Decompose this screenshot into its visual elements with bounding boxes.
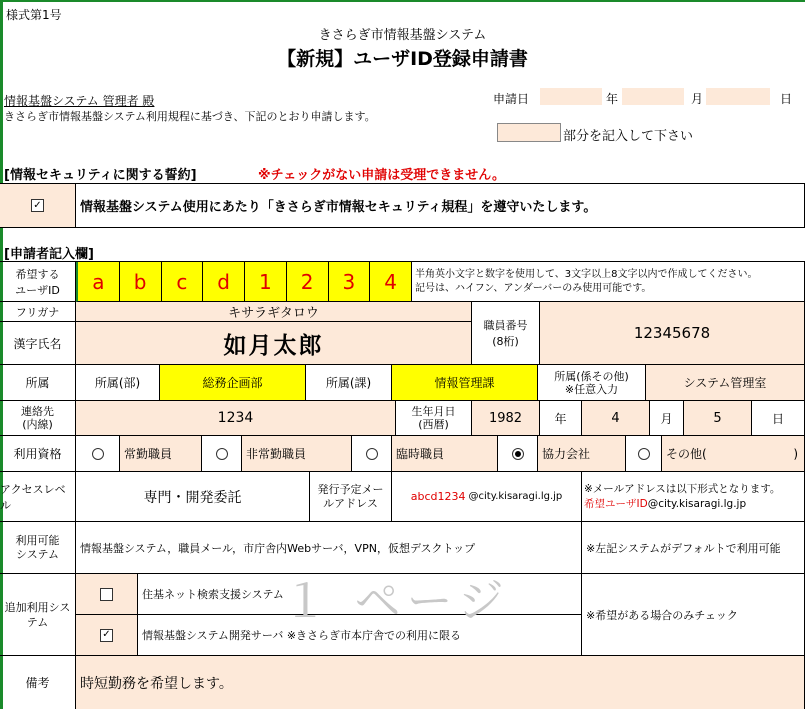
mail-note-line1: ※メールアドレスは以下形式となります。 [584, 482, 781, 495]
systems-note: ※左記システムがデフォルトで利用可能 [582, 522, 805, 574]
furigana-field[interactable]: キサラギタロウ [76, 302, 472, 322]
apply-date-label: 申請日 [493, 92, 530, 106]
additional-checkbox-devserver[interactable]: ✓ [100, 629, 113, 642]
security-pledge-text: 情報基盤システム使用にあたり「きさらぎ市情報セキュリティ規程」を遵守いたします。 [76, 184, 805, 228]
additional-label: 追加利用シス テム [0, 574, 76, 656]
remarks-field[interactable]: 時短勤務を希望します。 [76, 656, 805, 709]
system-name: きさらぎ市情報基盤システム [318, 28, 487, 43]
userid-char[interactable]: 1 [245, 262, 287, 302]
contact-field[interactable]: 1234 [76, 401, 396, 436]
remarks-label: 備考 [0, 656, 76, 709]
birth-day-field[interactable]: 5 [684, 401, 752, 436]
birth-day-unit: 日 [752, 401, 805, 436]
qualification-radio-temporary[interactable] [366, 448, 378, 460]
birth-year-unit: 年 [540, 401, 582, 436]
applicant-heading: [申請者記入欄] [4, 247, 94, 262]
legend-swatch [497, 123, 561, 142]
staff-no-label: 職員番号 (8桁) [472, 302, 540, 365]
userid-char[interactable]: 2 [287, 262, 329, 302]
qualification-option-label: 協力会社 [538, 436, 626, 472]
form-number: 様式第1号 [6, 8, 62, 22]
userid-char[interactable]: 3 [329, 262, 371, 302]
qualification-radio-cell [76, 436, 120, 472]
security-warning: ※チェックがない申請は受理できません。 [258, 168, 506, 183]
mail-label: 発行予定メー ルアドレス [310, 472, 392, 522]
year-label: 年 [606, 92, 619, 106]
apply-day-field[interactable] [706, 88, 770, 105]
qualification-option-label: 常勤職員 [120, 436, 202, 472]
birth-year-field[interactable]: 1982 [472, 401, 540, 436]
mail-user: abcd1234 [410, 490, 466, 503]
page-watermark: １ ページ [282, 574, 510, 628]
additional-check-cell [76, 615, 138, 656]
dept-label: 所属(部) [76, 365, 160, 401]
addressee: 情報基盤システム 管理者 殿 [4, 94, 155, 108]
section-label: 所属(課) [306, 365, 392, 401]
birth-month-field[interactable]: 4 [582, 401, 650, 436]
qualification-other-cell[interactable] [662, 436, 805, 472]
userid-char[interactable]: a [76, 262, 120, 302]
qualification-radio-parttime[interactable] [216, 448, 228, 460]
mail-note-userid: 希望ユーザID [584, 497, 648, 510]
qualification-radio-cell [202, 436, 242, 472]
mail-domain: @city.kisaragi.lg.jp [468, 491, 563, 502]
day-label: 日 [780, 92, 793, 106]
qualification-radio-cell [352, 436, 392, 472]
systems-value: 情報基盤システム，職員メール，市庁舎内Webサーバ，VPN，仮想デスクトップ [76, 522, 582, 574]
birth-label: 生年月日 (西暦) [396, 401, 472, 436]
userid-char[interactable]: d [203, 262, 245, 302]
security-check-cell [0, 184, 76, 228]
qualification-radio-regular[interactable] [92, 448, 104, 460]
qualification-radio-cell [626, 436, 662, 472]
birth-month-unit: 月 [650, 401, 684, 436]
intro-text: きさらぎ市情報基盤システム利用規程に基づき、下記のとおり申請します。 [4, 110, 376, 123]
contact-label: 連絡先 (内線) [0, 401, 76, 436]
legend-text: 部分を記入して下さい [563, 129, 694, 144]
userid-note [412, 262, 805, 302]
other-affiliation-field[interactable]: システム管理室 [646, 365, 805, 401]
userid-note-line2: 記号は、ハイフン、アンダーバーのみ使用可能です。 [415, 282, 652, 294]
access-level-field[interactable]: 専門・開発委託 [76, 472, 310, 522]
qualification-radio-cell [498, 436, 538, 472]
other-affiliation-label: 所属(係その他) ※任意入力 [538, 365, 646, 401]
apply-month-field[interactable] [622, 88, 684, 105]
userid-char[interactable]: c [162, 262, 204, 302]
additional-checkbox-juki[interactable] [100, 588, 113, 601]
additional-item-label: 住基ネット検索支援システム [138, 574, 582, 615]
kanji-name-field[interactable]: 如月太郎 [76, 322, 472, 365]
access-level-label: アクセスレベル [0, 472, 76, 522]
kanji-name-label: 漢字氏名 [0, 322, 76, 365]
additional-check-cell [76, 574, 138, 615]
sheet-frame-top [0, 0, 805, 2]
qualification-label: 利用資格 [0, 436, 76, 472]
apply-year-field[interactable] [540, 88, 602, 105]
mail-address-cell [392, 472, 582, 522]
systems-label: 利用可能 システム [0, 522, 76, 574]
userid-char[interactable]: b [120, 262, 162, 302]
userid-label: 希望する ユーザID [0, 262, 76, 302]
security-heading: [情報セキュリティに関する誓約] [4, 168, 197, 183]
qualification-radio-other[interactable] [638, 448, 650, 460]
mail-note-domain: @city.kisaragi.lg.jp [647, 497, 747, 510]
affiliation-label: 所属 [0, 365, 76, 401]
additional-item-label: 情報基盤システム開発サーバ ※きさらぎ市本庁舎での利用に限る [138, 615, 582, 656]
mail-note [582, 472, 805, 522]
qualification-option-label: その他( [666, 447, 707, 461]
userid-char[interactable]: 4 [370, 262, 412, 302]
userid-note-line1: 半角英小文字と数字を使用して、3文字以上8文字以内で作成してください。 [415, 268, 758, 280]
dept-field[interactable]: 総務企画部 [160, 365, 306, 401]
page-title: 【新規】ユーザID登録申請書 [277, 48, 528, 70]
additional-note: ※希望がある場合のみチェック [582, 574, 805, 656]
section-field[interactable]: 情報管理課 [392, 365, 538, 401]
close-paren: ) [793, 446, 798, 461]
month-label: 月 [691, 92, 704, 106]
qualification-radio-contractor[interactable] [512, 448, 524, 460]
qualification-option-label: 臨時職員 [392, 436, 498, 472]
qualification-option-label: 非常勤職員 [242, 436, 352, 472]
security-checkbox[interactable]: ✓ [31, 199, 44, 212]
furigana-label: フリガナ [0, 302, 76, 322]
userid-input-group [76, 262, 412, 302]
staff-no-field[interactable]: 12345678 [540, 302, 805, 365]
